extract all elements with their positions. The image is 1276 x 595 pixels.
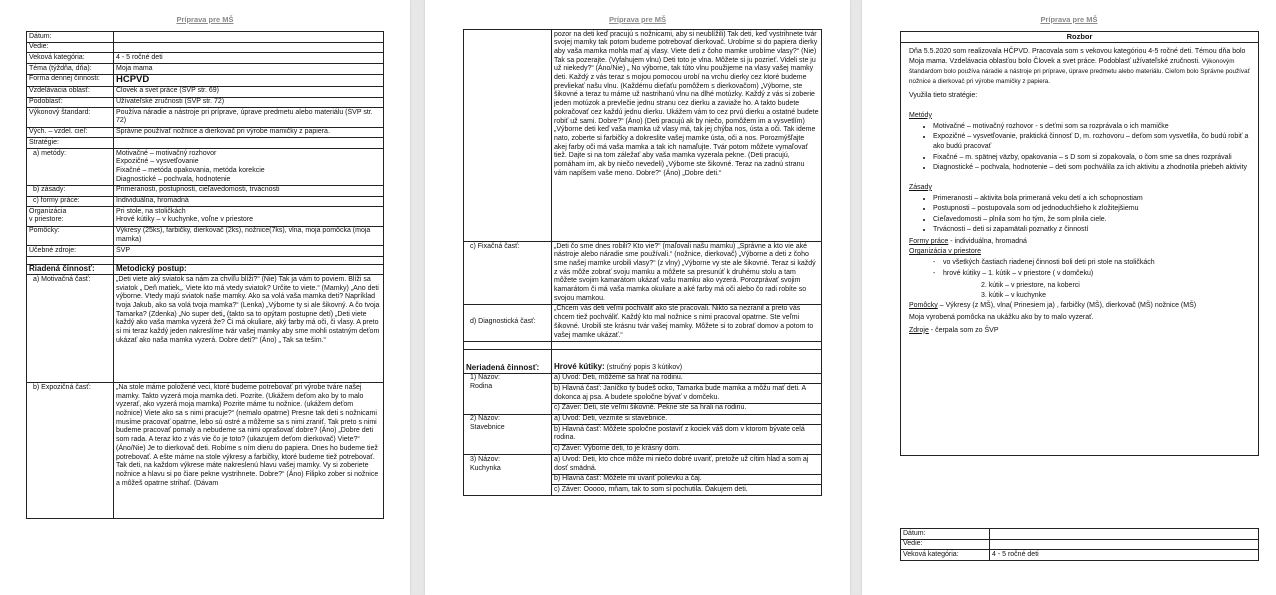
- page-header: Príprava pre MŠ: [176, 15, 234, 24]
- info-label: c) formy práce:: [27, 196, 114, 207]
- zasady-item: • Cieľavedomosti – plnila som ho tým, že som plnila ciele.: [933, 215, 1252, 225]
- org-sub-item: 2. kútik – v priestore, na koberci: [981, 281, 1080, 289]
- kutiky-header: [552, 349, 822, 373]
- zasady-list: [909, 194, 1252, 235]
- footer-row: [901, 550, 1259, 561]
- diagnosticka-row: [464, 304, 822, 341]
- info-value: [114, 32, 384, 43]
- formy-label: Formy práce: [909, 237, 949, 245]
- corner-step: b) Hlavná časť: Môžete spoločne postaviť z kociek váš dom v ktorom bývate celá rodina.: [552, 425, 822, 444]
- info-label: b) zásady:: [27, 185, 114, 196]
- page-2: [425, 0, 850, 595]
- rozbor-table: [900, 31, 1259, 456]
- pomocky-value: – Výkresy (z MŠ), vlna( Prinesiem ja) , farbičky (MŠ), dierkovač (MŠ) nožnice (MŠ): [937, 302, 1197, 310]
- formy-value: - individuálna, hromadná: [948, 237, 1027, 245]
- expozicna-label: b) Expozičná časť:: [27, 383, 114, 519]
- info-value: Moja mama: [114, 64, 384, 75]
- diagnosticka-label: d) Diagnostická časť:: [464, 304, 552, 341]
- org-sub-list: [909, 281, 1252, 301]
- zasady-item: • Postupnosti – postupovala som od jednoduchšieho k zložitejšiemu: [933, 204, 1252, 214]
- rozbor-intro-b: Výkonovým štandardom bolo používa náradie a nástroje pri príprave, úprave predmetu alebo materiálu. Cieľom bolo Správne používať nožnice a dierkovač pri výrobe mamičky z papiera.: [909, 57, 1250, 86]
- corner-step: a) Úvod: Deti, môžeme sa hrať na rodinu.: [552, 373, 822, 384]
- fixacna-row: [464, 242, 822, 305]
- info-label: Forma dennej činnosti:: [27, 74, 114, 86]
- info-row: [27, 86, 384, 97]
- info-value: Používa náradie a nástroje pri príprave, úprave predmetu alebo materiálu (ŠVP str. 72): [114, 108, 384, 127]
- metody-item: • Diagnostické – pochvala, hodnotenie – deti som pochválila za ich aktivitu a zhodnotila priebeh aktivity: [933, 163, 1252, 173]
- info-row: [27, 185, 384, 196]
- info-row: [27, 138, 384, 149]
- footer-row: [901, 529, 1259, 540]
- expozicna-row: [27, 383, 384, 519]
- zdroje-label: Zdroje: [909, 326, 929, 334]
- kutiky-title: Hrové kútiky:: [554, 361, 605, 371]
- corner-label: 3) Názov: Kuchynka: [464, 455, 552, 496]
- postup-label: Metodický postup:: [114, 264, 384, 275]
- info-row: [27, 226, 384, 245]
- info-row: [27, 74, 384, 86]
- pomocka-line: Moja vyrobená pomôcka na ukážku ako by to malo vyzerať.: [909, 314, 1094, 322]
- strategies-line: Využila tieto stratégie:: [909, 91, 978, 99]
- info-label: Vedie:: [27, 42, 114, 53]
- spacer-row: [27, 256, 384, 264]
- org-item: - hrové kútiky – 1. kútik – v priestore ( v domčeku): [933, 269, 1252, 279]
- metody-item: • Fixačné – m. spätnej väzby, opakovania – s D som si zopakovala, o čom sme sa dnes rozprávali: [933, 153, 1252, 163]
- corner-row: [464, 414, 822, 425]
- info-value: Výkresy (25ks), farbičky, dierkovač (2ks), nožnice(7ks), vlna, moja pomôcka (moja mamka): [114, 226, 384, 245]
- corner-step: c) Záver: Výborne deti, to je krásny dom.: [552, 444, 822, 455]
- fixacna-text: „Deti čo sme dnes robili? Kto vie?“ (maľovali našu mamku) „Správne a kto vie aké nástroje alebo náradie sme používali.“ (nožnice, dierkovač) „Výborne a deti z čoho sme našej mamke urobili vlasy?“ (z vlny) „Výborne vy ste ale šikovné. Teraz si každý z vás môže zobrať svoju mamku a môžete sa presunúť k druhému stolu a tam môžete svojim kamarátom ukázať vašu mamku ako vyzerá. Porozprávať svojim kamarátom či má vaša mamka okuliare a aké farby má oči alebo čo radi robíte so svojou mamkou.: [552, 242, 822, 305]
- footer-value: [990, 539, 1259, 550]
- zasady-item: • Primeranosti – aktivita bola primeraná veku detí a ich schopnostiam: [933, 194, 1252, 204]
- motivacna-row: [27, 275, 384, 383]
- info-row: [27, 97, 384, 108]
- metody-item: • Expozičné – vysvetľovanie, praktická činnosť D, m. rozhovoru – deťom som vysvetlila, čo budú robiť a ako budú pracovať: [933, 132, 1252, 152]
- info-row: [27, 108, 384, 127]
- corner-step: a) Úvod: Deti, kto chce môže mi niečo dobré uvariť, pretože už cítim hlad a som aj dosť smädná.: [552, 455, 822, 474]
- info-row: [27, 53, 384, 64]
- footer-value: 4 - 5 ročné deti: [990, 550, 1259, 561]
- corner-row: [464, 455, 822, 474]
- page-3: [862, 0, 1276, 595]
- corner-step: a) Úvod: Deti, vezmite si stavebnice.: [552, 414, 822, 425]
- info-row: [27, 64, 384, 75]
- fixacna-label: c) Fixačná časť:: [464, 242, 552, 305]
- zasady-title: Zásady: [909, 183, 932, 191]
- info-row: [27, 246, 384, 257]
- info-value: 4 - 5 ročné deti: [114, 53, 384, 64]
- footer-label: Veková kategória:: [901, 550, 990, 561]
- motivacna-text: „Deti viete aký sviatok sa nám za chvíľu blíži?“ (Nie) Tak ja vám to poviem. Blíži sa sviatok „ Deň matiek„. Viete kto má vtedy sviatok? Určite to viete.“ (Mamky) „Ano deti výborne. Vtedy majú sviatok naše mamky. Ako sa volá vaša mamka deti? Napríklad tvoja Jakub, ako sa volá tvoja mamka?“ (Lenka) „Výborne ty si ale šikovný. A čo tvoja Tamarka? (Zdenka) „No super deti„ (takto sa to opýtam postupne detí) „Deti viete každý ako vaša mamka vyzerá že? Či má okuliare, aký farby má oči, či vlasy. A preto si mi teraz každý jeden nakreslíme tvár vašej mamky aby sme mohli ostatným deťom ukázať ako naša mamka vyzerá. Dobre deti?“ (Áno) „ Tak sa tešim.“: [114, 275, 384, 383]
- info-label: Téma (týždňa, dňa):: [27, 64, 114, 75]
- info-value: Motivačné – motivačný rozhovor Expozičné – vysvetľovanie Fixačné – metóda opakovania, metóda korekcie Diagnostické – pochvala, hodnotenie: [114, 149, 384, 186]
- kutiky-note: (stručný popis 3 kútikov): [606, 363, 683, 371]
- corner-step: b) Hlavná časť: Janíčko ty budeš ocko, Tamarka bude mamka a môžu mať deti. A dokonca aj psa. A budete spoločne bývať v domčeku.: [552, 384, 822, 403]
- info-row: [27, 42, 384, 53]
- continuation-table: [463, 29, 822, 496]
- info-row: [27, 149, 384, 186]
- info-label: Stratégie:: [27, 138, 114, 149]
- section-header-row: [27, 264, 384, 275]
- info-label: Výkonový štandard:: [27, 108, 114, 127]
- info-value: [114, 42, 384, 53]
- metody-list: [909, 122, 1252, 173]
- info-row: [27, 127, 384, 138]
- rozbor-body-row: [901, 42, 1259, 455]
- info-row: [27, 207, 384, 226]
- preparation-table: [26, 31, 384, 519]
- pomocky-label: Pomôcky: [909, 302, 938, 310]
- info-value: Človek a svet práce (ŠVP str. 69): [114, 86, 384, 97]
- org-label: Organizácia v priestore: [909, 248, 981, 256]
- rozbor-intro: [909, 47, 1252, 88]
- diagnosticka-text: „Chcem vás deti veľmi pochváliť ako ste pracovali. Nikto sa nezranil a preto vás chcem tiež pochváliť. Každý kto mal nožnice s nimi pracoval opatrne. Ste veľmi šikovné. Urobili ste krásnu tvár vašej mamky. Môžete si to zobrať domov a potom to vašej mamke ukázať.“: [552, 304, 822, 341]
- corner-label: 2) Názov: Stavebnice: [464, 414, 552, 455]
- info-label: a) metódy:: [27, 149, 114, 186]
- info-value: Individuálna, hromadná: [114, 196, 384, 207]
- info-value: Správne používať nožnice a dierkovač pri výrobe mamičky z papiera.: [114, 127, 384, 138]
- page-header: Príprava pre MŠ: [608, 15, 667, 24]
- corner-step: c) Záver: Deti, ste veľmi šikovné. Pekne ste sa hrali na rodinu.: [552, 403, 822, 414]
- rozbor-title: Rozbor: [901, 32, 1259, 43]
- corner-step: b) Hlavná časť: Môžete mi uvariť polievku a čaj.: [552, 474, 822, 485]
- pomocky-line: [909, 301, 1252, 311]
- info-value: Primeranosti, postupnosti, cieľavedomosti, trvácnosti: [114, 185, 384, 196]
- expozicna-text: „Na stole máme položené veci, ktoré budeme potrebovať pri výrobe tváre našej mamky. Takto vyzerá moja mamka deti. Pozrite. (Ukážem deťom ako by to malo vyzerať, ako vyzerá moja mamka) Pozrite máme tu nožnice. (ukážem deťom nožnice) Viete ako sa s nimi pracuje?“ (nemalo opatrne) Presne tak deti s nožnicami musíme pracovať opatrne, lebo sú ostré a môžeme sa s nimi zraniť. Tak preto s nimi budeme pracovať pomaly a nebudeme sa nimi oprašovať dobre? (Áno) „Dobre deti som rada. A teraz kto z vás vie čo je toto? (ukazujem deťom dierkovač) Viete?“ (Áno/Nie) Je to dierkovač deti. Robíme s ním dieru do papiera. Dnes ho budeme tiež potrebovať. A ešte máme na stole výkresy a farbičky, ktoré budeme tiež potrebovať. Tak deti, na každom výkrese máte nakreslenú hlavu vašej mamky. Vy si zoberiete nožnice a hlavu si po čiare pekne vystrihnete. Dobre?“ (Áno) Filipko zober si nožnice a môžeš opatrne strihať. (Dávam: [114, 383, 384, 519]
- formy-line: [909, 237, 1252, 247]
- metody-item: • Motivačné – motivačný rozhovor - s deťmi som sa rozprávala o ich mamičke: [933, 122, 1252, 132]
- neriadena-row: [464, 349, 822, 373]
- info-label: Vzdelávacia oblasť:: [27, 86, 114, 97]
- info-row: [27, 32, 384, 43]
- org-list: [909, 258, 1252, 278]
- footer-row: [901, 539, 1259, 550]
- expozicna-cont-text: pozor na deti keď pracujú s nožnicami, aby si neublížili) Tak deti, keď vystrihnete tvár svojej mamky tak potom budeme potrebovať dierkovač. Urobíme si do papiera dierky aby vaša mamka mohla mať aj vlasy. Viete deti z čoho mamke urobíme vlasy?“ (Nie) Tak sa pozerajte. (Vyfahujem vlnu) Deti toto je vlna. Môžete si ju pozrieť. Videli ste ju už niekedy?“ (Áno/Nie) „ No výborne, tak túto vlnu použijeme na vlasy vašej mamky deti. Každý z vás teraz s mojou pomocou urobí na vrchu dierky cez ktoré budeme prevliekať našu vlnu. (Každému dieťaťu pomôžem s dierkovačom) „Výborne, ste šikovné a teraz tu máme už nastrihanú vlnu na dlhé motúzky. Každý z vás si zoberie jeden motúzok a prevlečie jednu stranu cez dierku a zaviaže ho. A takto budete pokračovať cez každú jednu dierku. Ukážem vám to cez prvú dierku a ostatné budete robiť už sami. Dobre?“ (Áno) (Deti pracujú ak by niečo, pomôžem im a vysvetlím) „Výborne deti keď vaša mamka už vlasy má, tak jej chýba nos, ústa a oči. Tak ideme nato, zoberte si farbičky a dokreslite vašej mamke ústa, oči a nos. Porozmýšľajte akej farby oči má vaša mamka a tak ich namaľujte. Tvár potom môžete vymaľovať tiež. Dajte si na tom záležať aby vaša mamka vyzerala pekne. (Deti pracujú, pomáham im, ak by niečo nevedeli) „Výborne ste šikovné. Teraz na zadnú stranu vám napíšem vaše meno. Dobre?“ (Áno) „Dobre deti.“: [552, 30, 822, 242]
- expozicna-cont-row: [464, 30, 822, 242]
- info-value: Pri stole, na stoličkách Hrové kútiky – v kuchynke, voľne v priestore: [114, 207, 384, 226]
- page-1: [0, 0, 410, 595]
- footer-label: Vedie:: [901, 539, 990, 550]
- org-item: - vo všetkých častiach riadenej činnosti boli deti pri stole na stoličkách: [933, 258, 1252, 268]
- info-label: Veková kategória:: [27, 53, 114, 64]
- info-label: Dátum:: [27, 32, 114, 43]
- info-row: [27, 196, 384, 207]
- info-value: [114, 138, 384, 149]
- info-label: Vých. – vzdel. cieľ:: [27, 127, 114, 138]
- zasady-item: • Trvácnosti – deti si zapamätali poznatky z činností: [933, 225, 1252, 235]
- corner-row: [464, 373, 822, 384]
- corner-step: c) Záver: Ooooo, mňam, tak to som si pochutila. Ďakujem deti.: [552, 485, 822, 496]
- neriadena-label: Neriadená činnosť:: [464, 349, 552, 373]
- spacer-row: [464, 341, 822, 349]
- rozbor-intro-a: Dňa 5.5.2020 som realizovala HČPVD. Pracovala som s vekovou kategóriou 4-5 ročné deti. Témou dňa bolo Moja mama. Vzdelávacia oblasťou bolo Človek a svet práce. Podoblasť užívateľské zručnosti.: [909, 47, 1246, 65]
- info-value: ŠVP: [114, 246, 384, 257]
- info-value: HČPVD: [114, 74, 384, 86]
- org-sub-item: 3. kútik – v kuchynke: [981, 291, 1046, 299]
- info-label: Organizácia v priestore:: [27, 207, 114, 226]
- corner-label: 1) Názov: Rodina: [464, 373, 552, 414]
- rozbor-title-row: [901, 32, 1259, 43]
- info-label: Pomôcky:: [27, 226, 114, 245]
- info-label: Učebné zdroje:: [27, 246, 114, 257]
- motivacna-label: a) Motivačná časť:: [27, 275, 114, 383]
- zdroje-line: [909, 326, 1252, 336]
- info-value: Užívateľské zručnosti (ŠVP str. 72): [114, 97, 384, 108]
- zdroje-value: - čerpala som zo ŠVP: [928, 326, 999, 334]
- info-label: Podoblasť:: [27, 97, 114, 108]
- footer-value: [990, 529, 1259, 540]
- riadena-label: Riadená činnosť:: [27, 264, 114, 275]
- page-header: Príprava pre MŠ: [1040, 15, 1098, 24]
- rozbor-body: [901, 42, 1259, 455]
- footer-label: Dátum:: [901, 529, 990, 540]
- footer-table: [900, 528, 1259, 561]
- metody-title: Metódy: [909, 111, 932, 119]
